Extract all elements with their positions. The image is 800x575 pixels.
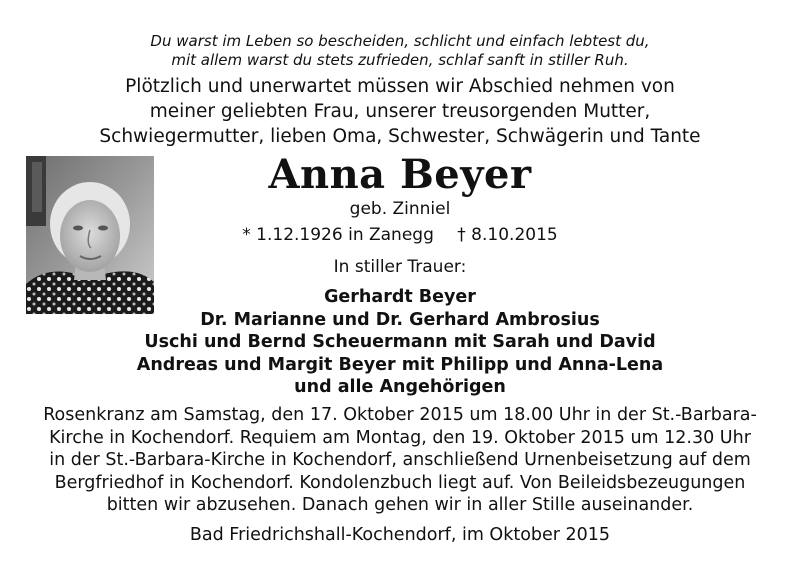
life-dates — [200, 224, 600, 246]
mourner-line: Andreas und Margit Beyer mit Philipp und Anna-Lena — [136, 354, 664, 375]
mourning-label: In stiller Trauer: — [333, 257, 467, 277]
mourner-line: Dr. Marianne und Dr. Gerhard Ambrosius — [200, 309, 600, 330]
mourners-list — [130, 286, 670, 399]
announcement-line: Schwiegermutter, lieben Oma, Schwester, Schwägerin und Tante — [99, 126, 701, 147]
service-line: in der St.-Barbara-Kirche in Kochendorf, anschließend Urnenbeisetzung auf dem — [49, 450, 751, 470]
memorial-poem — [0, 32, 800, 70]
deceased-name: Anna Beyer — [268, 151, 532, 198]
birth-date: * 1.12.1926 in Zanegg — [242, 225, 434, 245]
mourner-line: Uschi und Bernd Scheuermann mit Sarah und David — [144, 332, 656, 352]
poem-line: Du warst im Leben so bescheiden, schlicht und einfach lebtest du, — [150, 32, 650, 50]
service-details — [40, 404, 760, 517]
announcement-text — [0, 74, 800, 149]
service-line: Rosenkranz am Samstag, den 17. Oktober 2015 um 18.00 Uhr in der St.-Barbara- — [43, 405, 757, 425]
service-line: bitten wir abzusehen. Danach gehen wir in aller Stille auseinander. — [106, 495, 694, 515]
mourner-line: und alle Angehörigen — [294, 377, 506, 397]
poem-line: mit allem warst du stets zufrieden, schlaf sanft in stiller Ruh. — [171, 51, 629, 69]
maiden-name: geb. Zinniel — [349, 199, 451, 219]
place-and-date: Bad Friedrichshall-Kochendorf, im Oktober 2015 — [189, 525, 611, 545]
mourner-line: Gerhardt Beyer — [324, 287, 476, 307]
service-line: Bergfriedhof in Kochendorf. Kondolenzbuch liegt auf. Von Beileidsbezeugungen — [54, 472, 746, 493]
announcement-line: meiner geliebten Frau, unserer treusorgenden Mutter, — [149, 101, 651, 122]
announcement-line: Plötzlich und unerwartet müssen wir Abschied nehmen von — [125, 76, 675, 97]
service-line: Kirche in Kochendorf. Requiem am Montag, den 19. Oktober 2015 um 12.30 Uhr — [49, 427, 751, 448]
death-date: † 8.10.2015 — [457, 225, 558, 245]
